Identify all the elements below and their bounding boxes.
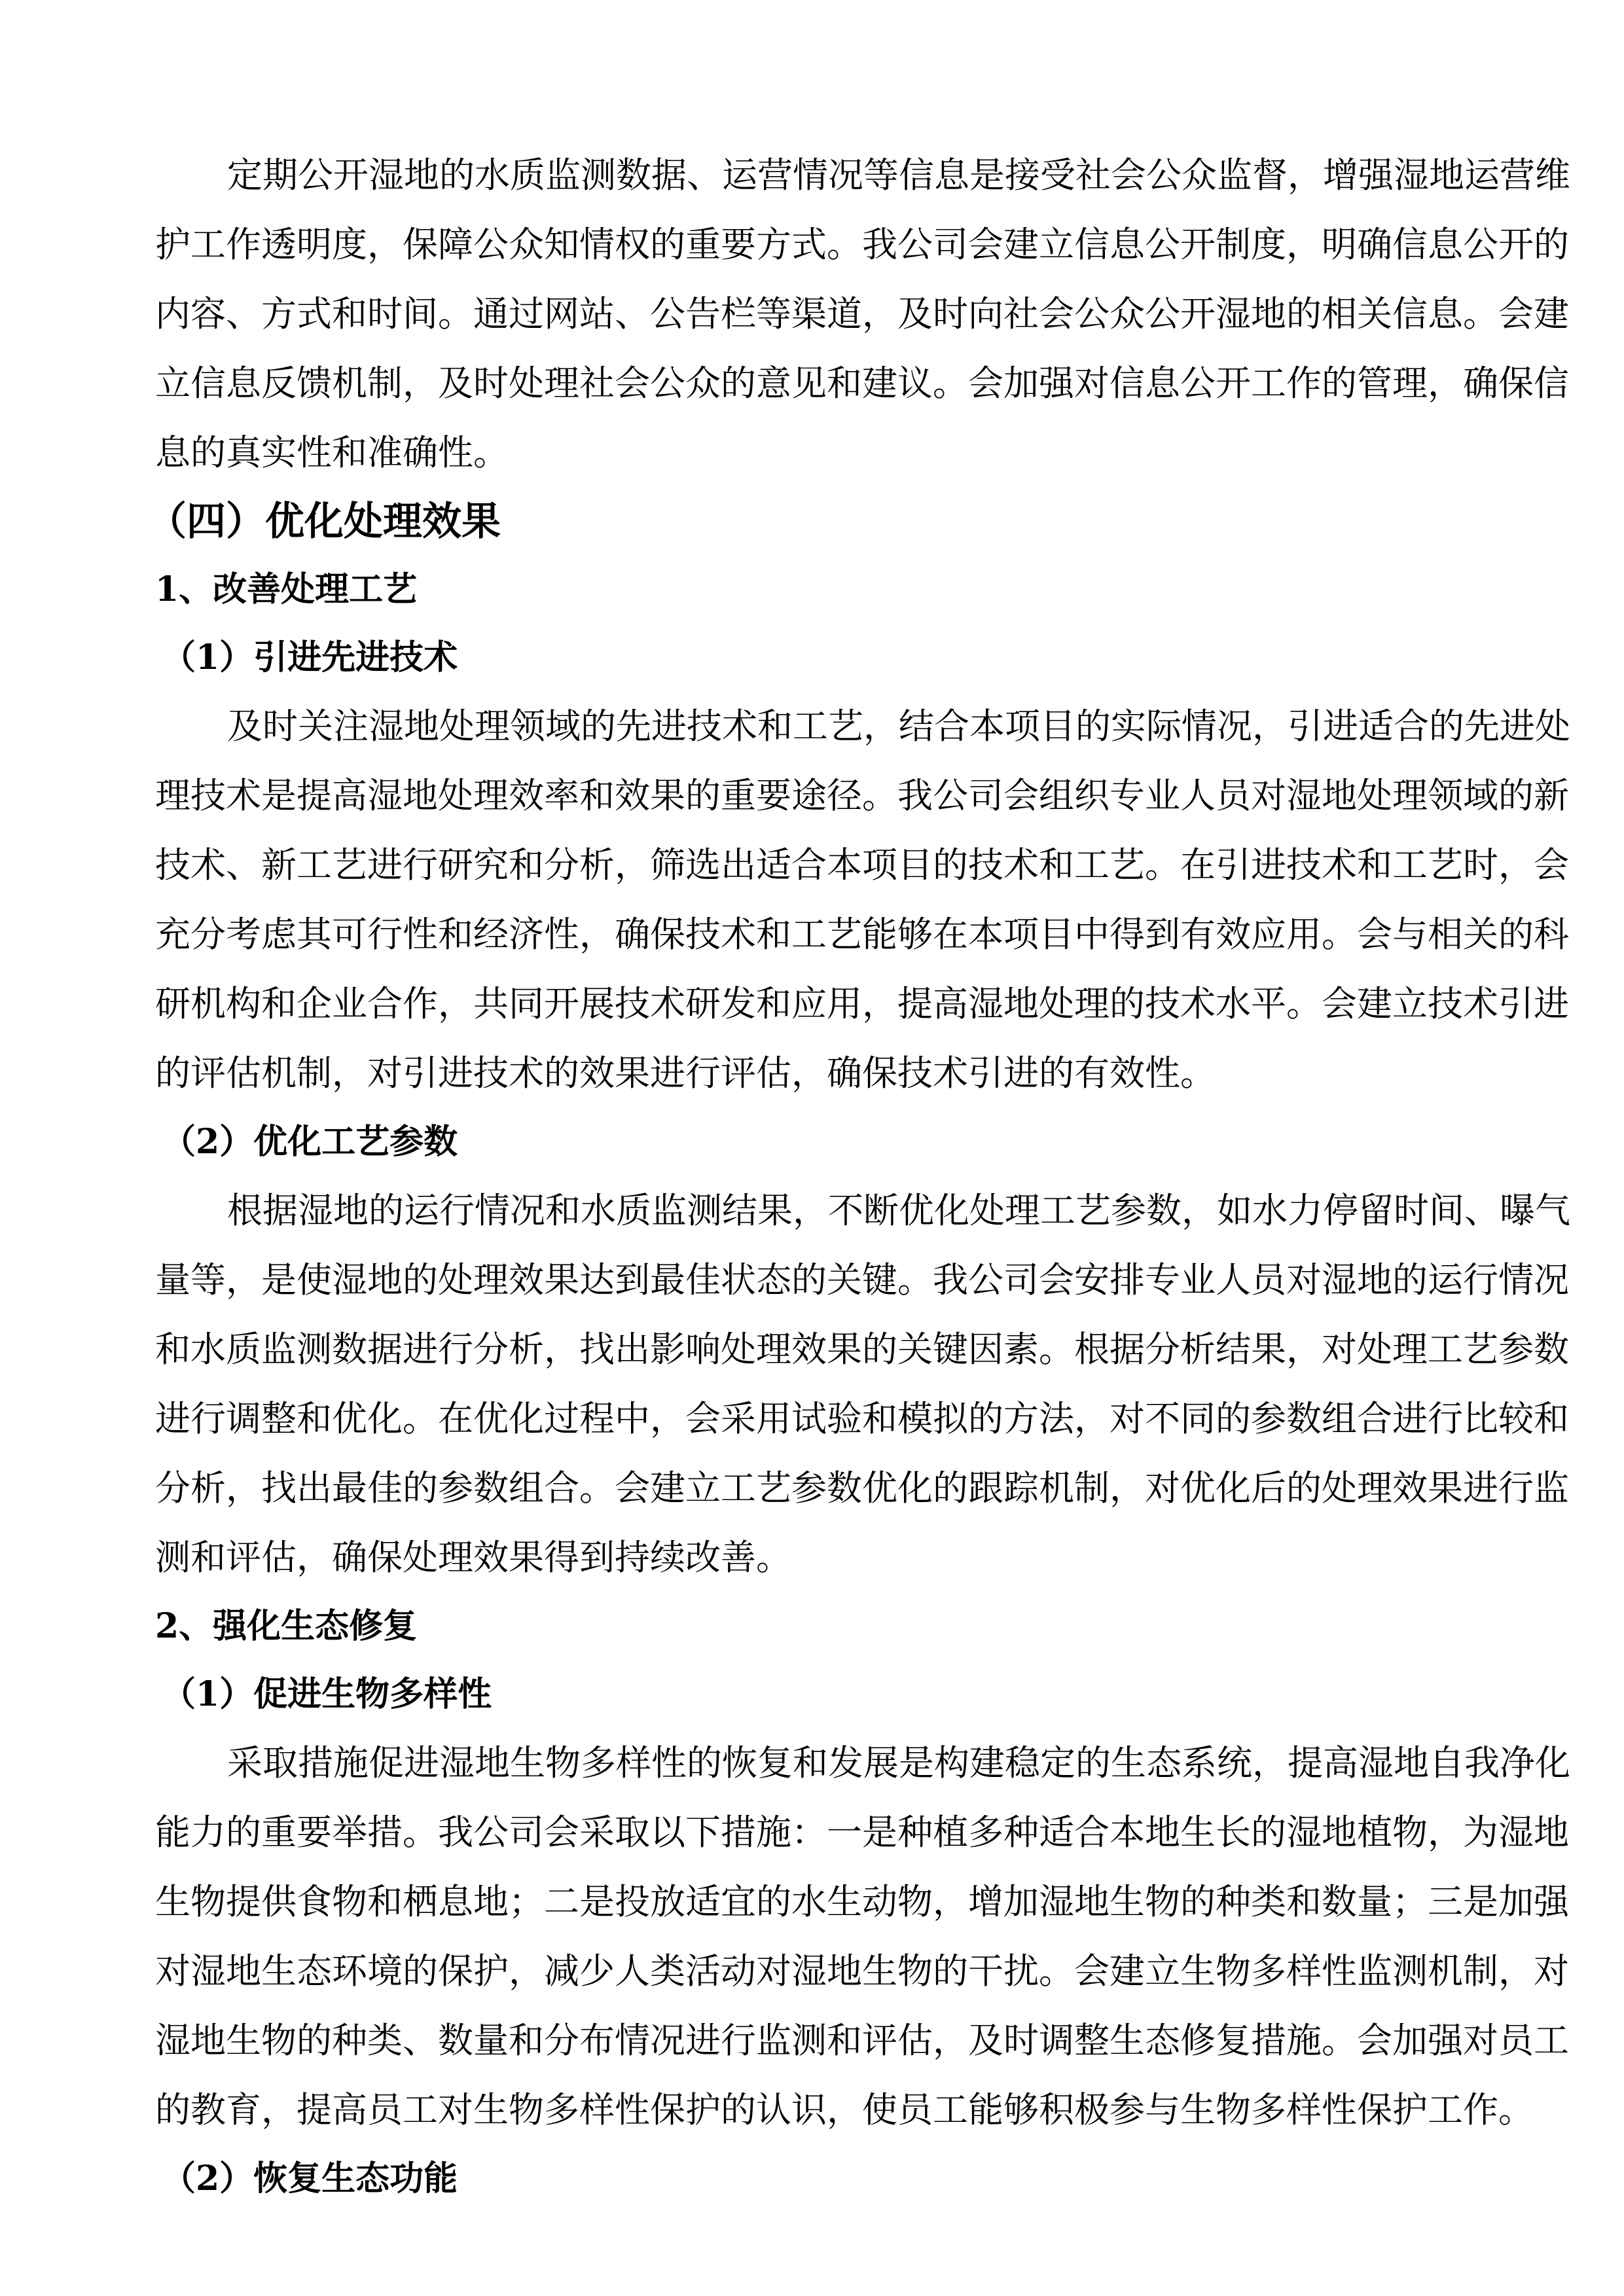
subsection-heading: 1、改善处理工艺 [155, 569, 418, 609]
text-line: 内容、方式和时间。通过网站、公告栏等渠道，及时向社会公众公开湿地的相关信息。会建 [155, 293, 1569, 334]
subsubsection-heading: （1）促进生物多样性 [162, 1674, 492, 1714]
text-line: 技术、新工艺进行研究和分析，筛选出适合本项目的技术和工艺。在引进技术和工艺时，会 [155, 844, 1569, 886]
text-line: 护工作透明度，保障公众知情权的重要方式。我公司会建立信息公开制度，明确信息公开的 [155, 224, 1569, 265]
paragraph-process-params [155, 1176, 1570, 1592]
text-line: 测和评估，确保处理效果得到持续改善。 [155, 1537, 791, 1578]
text-line: 定期公开湿地的水质监测数据、运营情况等信息是接受社会公众监督，增强湿地运营维 [227, 154, 1570, 196]
text-line: 湿地生物的种类、数量和分布情况进行监测和评估，及时调整生态修复措施。会加强对员工 [155, 2020, 1569, 2061]
text-line: 能力的重要举措。我公司会采取以下措施：一是种植多种适合本地生长的湿地植物，为湿地 [155, 1812, 1569, 1853]
subsection-heading: 2、强化生态修复 [155, 1606, 418, 1646]
text-line: 理技术是提高湿地处理效率和效果的重要途径。我公司会组织专业人员对湿地处理领域的新 [155, 775, 1569, 816]
subsubsection-heading: （2）恢复生态功能 [162, 2159, 458, 2198]
paragraph-advanced-tech [155, 692, 1570, 1108]
text-line: 充分考虑其可行性和经济性，确保技术和工艺能够在本项目中得到有效应用。会与相关的科 [155, 914, 1569, 955]
text-line: 对湿地生态环境的保护，减少人类活动对湿地生物的干扰。会建立生物多样性监测机制，对 [155, 1950, 1569, 1992]
section-heading: （四）优化处理效果 [147, 499, 501, 545]
text-line: 分析，找出最佳的参数组合。会建立工艺参数优化的跟踪机制，对优化后的处理效果进行监 [155, 1467, 1569, 1509]
text-line: 根据湿地的运行情况和水质监测结果，不断优化处理工艺参数，如水力停留时间、曝气 [227, 1190, 1570, 1231]
text-line: 量等，是使湿地的处理效果达到最佳状态的关键。我公司会安排专业人员对湿地的运行情况 [155, 1259, 1569, 1300]
paragraph-biodiversity [155, 1729, 1570, 2145]
text-line: 和水质监测数据进行分析，找出影响处理效果的关键因素。根据分析结果，对处理工艺参数 [155, 1329, 1569, 1370]
text-line: 研机构和企业合作，共同开展技术研发和应用，提高湿地处理的技术水平。会建立技术引进 [155, 983, 1569, 1024]
subsubsection-heading: （1）引进先进技术 [162, 637, 458, 677]
document-page [147, 141, 1570, 2213]
paragraph-info-disclosure [155, 141, 1570, 488]
text-line: 的教育，提高员工对生物多样性保护的认识，使员工能够积极参与生物多样性保护工作。 [155, 2089, 1534, 2130]
subsubsection-heading: （2）优化工艺参数 [162, 1122, 458, 1162]
text-line: 息的真实性和准确性。 [155, 432, 509, 473]
text-line: 采取措施促进湿地生物多样性的恢复和发展是构建稳定的生态系统，提高湿地自我净化 [227, 1742, 1570, 1784]
text-line: 进行调整和优化。在优化过程中，会采用试验和模拟的方法，对不同的参数组合进行比较和 [155, 1398, 1569, 1439]
text-line: 生物提供食物和栖息地；二是投放适宜的水生动物，增加湿地生物的种类和数量；三是加强 [155, 1881, 1569, 1922]
text-line: 及时关注湿地处理领域的先进技术和工艺，结合本项目的实际情况，引进适合的先进处 [227, 706, 1570, 747]
text-line: 的评估机制，对引进技术的效果进行评估，确保技术引进的有效性。 [155, 1052, 1216, 1094]
text-line: 立信息反馈机制，及时处理社会公众的意见和建议。会加强对信息公开工作的管理，确保信 [155, 363, 1569, 404]
